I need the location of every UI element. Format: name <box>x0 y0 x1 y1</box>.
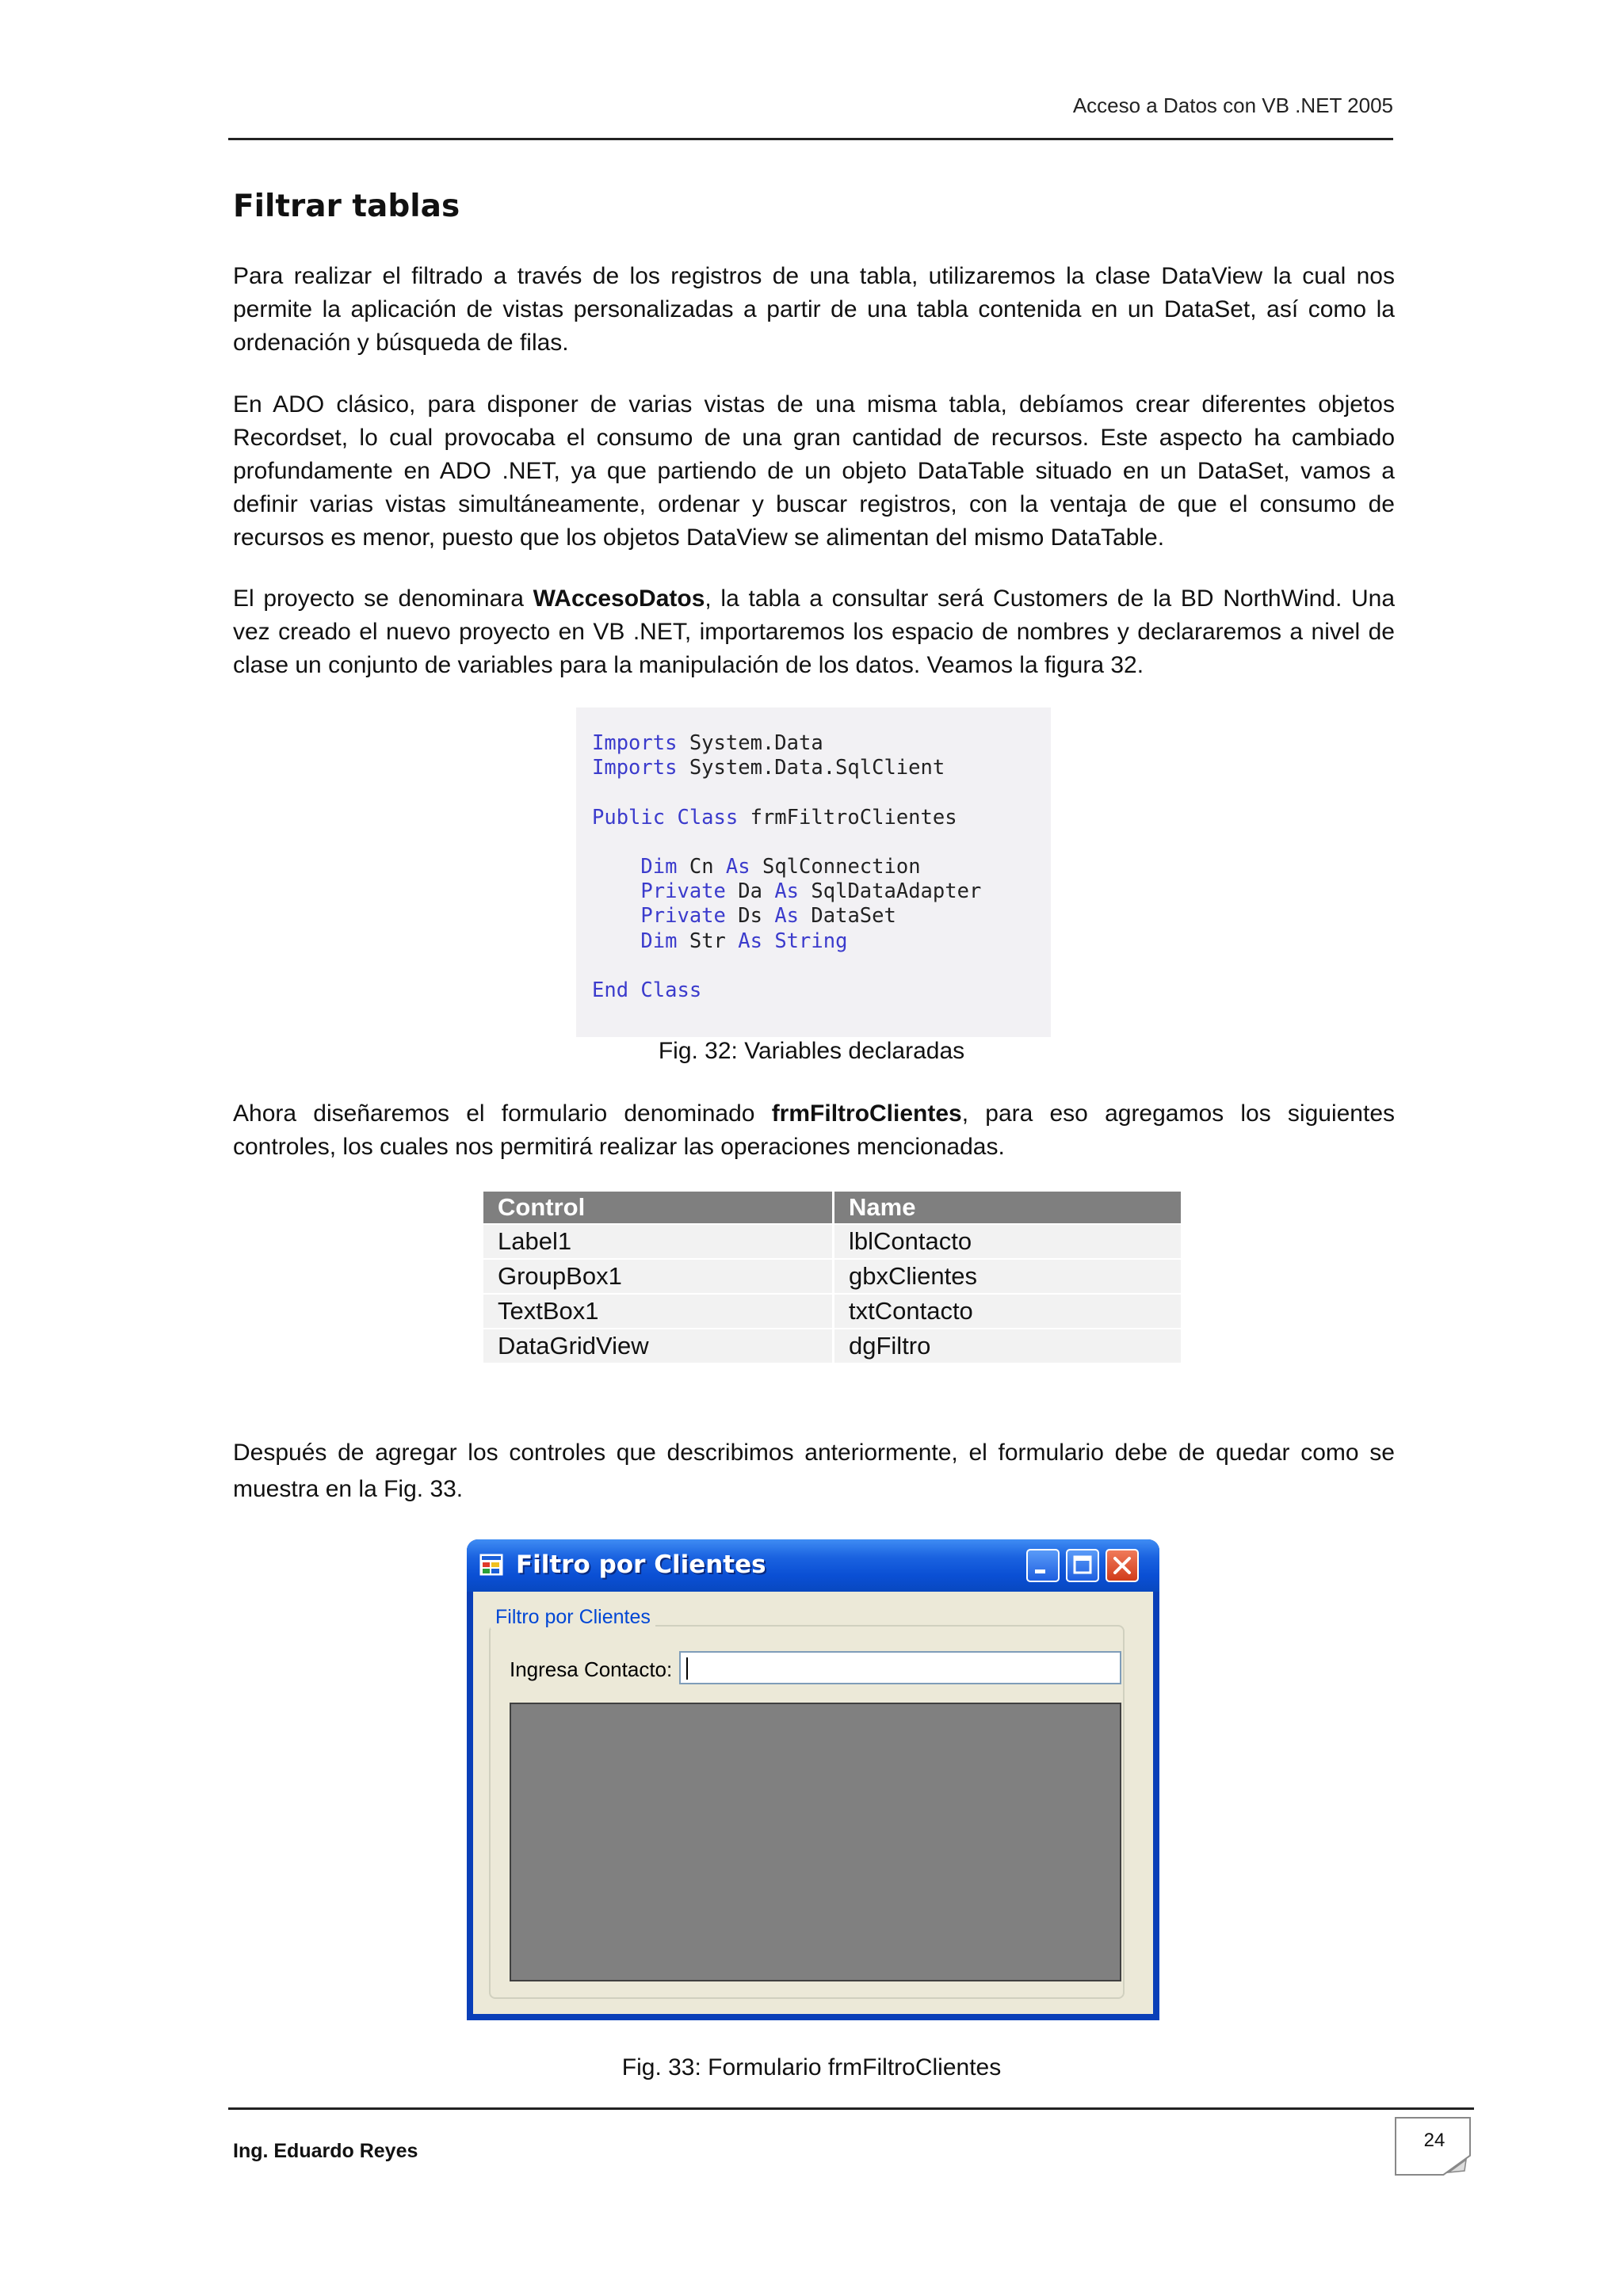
section-title: Filtrar tablas <box>233 189 460 224</box>
window-title: Filtro por Clientes <box>516 1550 766 1579</box>
header-rule <box>228 138 1393 140</box>
close-icon <box>1107 1550 1137 1581</box>
maximize-button[interactable] <box>1066 1549 1099 1582</box>
table-cell: lblContacto <box>834 1224 1182 1259</box>
footer-author: Ing. Eduardo Reyes <box>233 2140 418 2162</box>
app-icon <box>479 1554 503 1576</box>
table-row <box>483 1329 1181 1363</box>
paragraph-5: Después de agregar los controles que describimos anteriormente, el formulario debe de quedar como se muestra en la Fig. 33. <box>233 1440 1395 1502</box>
project-name: WAccesoDatos <box>533 585 705 612</box>
table-header-row <box>483 1192 1181 1224</box>
form-window <box>467 1539 1159 2020</box>
minimize-button[interactable] <box>1026 1549 1060 1582</box>
table-row <box>483 1294 1181 1329</box>
maximize-icon <box>1067 1550 1098 1581</box>
text-caret <box>686 1657 688 1680</box>
form-name: frmFiltroClientes <box>771 1100 962 1127</box>
table-cell: GroupBox1 <box>483 1259 834 1294</box>
figure-33-caption: Fig. 33: Formulario frmFiltroClientes <box>621 2054 1002 2081</box>
contact-input[interactable] <box>679 1651 1121 1684</box>
footer-rule <box>228 2107 1474 2110</box>
close-button[interactable] <box>1106 1549 1139 1582</box>
paragraph-2: En ADO clásico, para disponer de varias vistas de una misma tabla, debíamos crear diferentes objetos Recordset, lo cual provocaba el consumo de una gran cantidad de recursos. Este aspecto ha cambiado profundamente en ADO .NET, ya que partiendo de un objeto DataTable situado en un DataSet, vamos a definir varias vistas simultáneamente, ordenar y buscar registros, con la ventaja de que el consumo de recursos es menor, puesto que los objetos DataView se alimentan del mismo DataTable. <box>233 391 1395 551</box>
page-number: 24 <box>1423 2130 1445 2151</box>
table-cell: txtContacto <box>834 1294 1182 1329</box>
table-cell: Label1 <box>483 1224 834 1259</box>
window-titlebar[interactable] <box>467 1539 1159 1592</box>
minimize-icon <box>1028 1550 1058 1581</box>
contact-label: Ingresa Contacto: <box>510 1657 673 1681</box>
table-header-cell: Control <box>483 1192 834 1224</box>
table-header-cell: Name <box>834 1192 1182 1224</box>
paragraph-4: Ahora diseñaremos el formulario denominado frmFiltroClientes, para eso agregamos los siguientes controles, los cuales nos permitirá realizar las operaciones mencionadas. <box>233 1100 1396 1160</box>
table-cell: TextBox1 <box>483 1294 834 1329</box>
page-number-box <box>1395 2117 1471 2176</box>
table-cell: dgFiltro <box>834 1329 1182 1363</box>
table-row <box>483 1224 1181 1259</box>
groupbox-label: Filtro por Clientes <box>491 1606 655 1629</box>
page-curl-icon <box>1442 2155 1471 2176</box>
paragraph-1: Para realizar el filtrado a través de los registros de una tabla, utilizaremos la clase DataView la cual nos permite la aplicación de vistas personalizadas a partir de una tabla contenida en un DataSet, así como la ordenación y búsqueda de filas. <box>233 263 1395 356</box>
figure-32-caption: Fig. 32: Variables declaradas <box>658 1038 965 1064</box>
window-client-area <box>473 1592 1153 2014</box>
table-cell: gbxClientes <box>834 1259 1182 1294</box>
paragraph-3: El proyecto se denominara WAccesoDatos, la tabla a consultar será Customers de la BD NorthWind. Una vez creado el nuevo proyecto en VB .NET, importaremos los espacio de nombres y declararemos a nivel de clase un conjunto de variables para la manipulación de los datos. Veamos la figura 32. <box>233 585 1396 678</box>
controls-table <box>483 1192 1181 1363</box>
running-header: Acceso a Datos con VB .NET 2005 <box>1072 93 1393 117</box>
table-cell: DataGridView <box>483 1329 834 1363</box>
data-grid-view[interactable] <box>510 1703 1121 1981</box>
code-listing: Imports System.Data Imports System.Data.SqlClient Public Class frmFiltroClientes Dim Cn As SqlConnection Private Da As SqlDataAdapter Private Ds As DataSet Dim Str As String End Class <box>576 707 1051 1037</box>
table-row <box>483 1259 1181 1294</box>
